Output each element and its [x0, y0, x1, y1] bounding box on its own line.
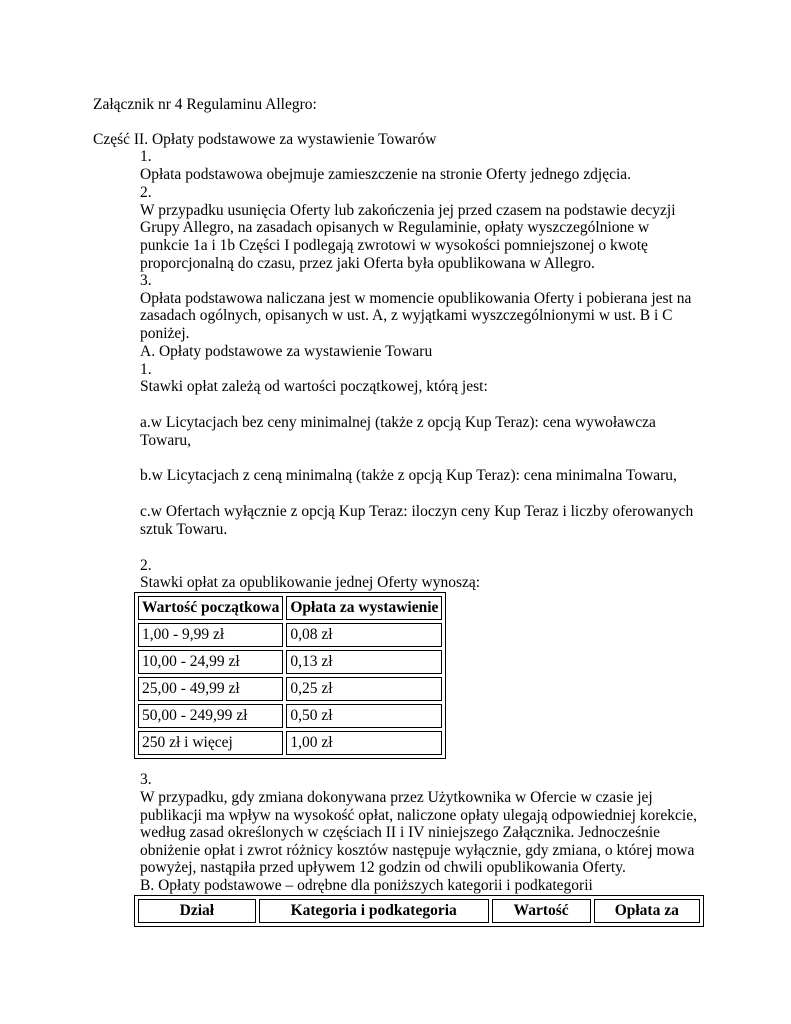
item-text-line: punkcie 1a i 1b Części I podlegają zwrotowi w wysokości pomniejszonej o kwotę [140, 237, 648, 254]
item-text-line: według zasad określonych w częściach II i IV niniejszego Załącznika. Jednocześnie [140, 824, 661, 841]
table-cell: 1,00 - 9,99 zł [138, 623, 283, 647]
document-header: Załącznik nr 4 Regulaminu Allegro: [93, 96, 317, 113]
table-header-cell: Kategoria i podkategoria [259, 899, 489, 923]
sub-item-c-cont: sztuk Towaru. [140, 521, 228, 538]
part-title: Część II. Opłaty podstawowe za wystawienie Towarów [93, 131, 437, 148]
item-text: Stawki opłat zależą od wartości początkowej, którą jest: [140, 378, 488, 395]
item-text-line: Opłata podstawowa naliczana jest w momencie opublikowania Oferty i pobierana jest na [140, 290, 692, 307]
table-header-cell: Wartość [492, 899, 591, 923]
table-row [138, 650, 442, 674]
table-cell: 50,00 - 249,99 zł [138, 704, 283, 728]
table-row [138, 677, 442, 701]
item-text-line: Grupy Allegro, na zasadach opisanych w Regulaminie, opłaty wyszczególnione w [140, 219, 650, 236]
sub-item-a: a.w Licytacjach bez ceny minimalnej (także z opcją Kup Teraz): cena wywoławcza [140, 414, 656, 431]
section-b-title: B. Opłaty podstawowe – odrębne dla poniższych kategorii i podkategorii [140, 877, 593, 894]
item-text: Opłata podstawowa obejmuje zamieszczenie na stronie Oferty jednego zdjęcia. [140, 166, 632, 183]
table-row [138, 623, 442, 647]
table-row [138, 731, 442, 755]
table-header-row [138, 899, 700, 923]
section-a-title: A. Opłaty podstawowe za wystawienie Towaru [140, 343, 433, 360]
item-number: 2. [140, 184, 152, 201]
table-header-row [138, 596, 442, 620]
table-row [138, 704, 442, 728]
item-text-line: proporcjonalną do czasu, przez jaki Oferta była opublikowana w Allegro. [140, 255, 595, 272]
item-text-line: W przypadku, gdy zmiana dokonywana przez Użytkownika w Ofercie w czasie jej [140, 789, 653, 806]
table-cell: 1,00 zł [286, 731, 442, 755]
table-cell: 0,50 zł [286, 704, 442, 728]
item-number: 1. [140, 361, 152, 378]
item-number: 2. [140, 557, 152, 574]
item-text-line: obniżenie opłat i zwrot różnicy kosztów następuje wyłącznie, gdy zmiana, o której mowa [140, 842, 695, 859]
item-number: 3. [140, 272, 152, 289]
table-cell: 250 zł i więcej [138, 731, 283, 755]
item-text-line: poniżej. [140, 325, 190, 342]
item-number: 1. [140, 148, 152, 165]
item-text-line: zasadach ogólnych, opisanych w ust. A, z wyjątkami wyszczególnionymi w ust. B i C [140, 307, 673, 324]
item-text-line: publikacji ma wpływ na wysokość opłat, naliczone opłaty ulegają odpowiedniej korekcie, [140, 807, 697, 824]
table-cell: 0,25 zł [286, 677, 442, 701]
item-text-line: powyżej, nastąpiła przed upływem 12 godzin od chwili opublikowania Oferty. [140, 859, 626, 876]
item-text-line: W przypadku usunięcia Oferty lub zakończenia jej przed czasem na podstawie decyzji [140, 202, 676, 219]
table-cell: 10,00 - 24,99 zł [138, 650, 283, 674]
table-cell: 0,13 zł [286, 650, 442, 674]
table-cell: 25,00 - 49,99 zł [138, 677, 283, 701]
table-header-cell: Opłata za [594, 899, 700, 923]
sub-item-b: b.w Licytacjach z ceną minimalną (także z opcją Kup Teraz): cena minimalna Towaru, [140, 467, 677, 484]
sub-item-a-cont: Towaru, [140, 432, 191, 449]
item-text: Stawki opłat za opublikowanie jednej Oferty wynoszą: [140, 574, 481, 591]
sub-item-c: c.w Ofertach wyłącznie z opcją Kup Teraz: iloczyn ceny Kup Teraz i liczby oferowanych [140, 503, 694, 520]
item-number: 3. [140, 771, 152, 788]
category-table [134, 895, 704, 927]
table-header-cell: Opłata za wystawienie [286, 596, 442, 620]
table-header-cell: Dział [138, 899, 256, 923]
fee-table [134, 592, 446, 759]
table-header-cell: Wartość początkowa [138, 596, 283, 620]
table-cell: 0,08 zł [286, 623, 442, 647]
